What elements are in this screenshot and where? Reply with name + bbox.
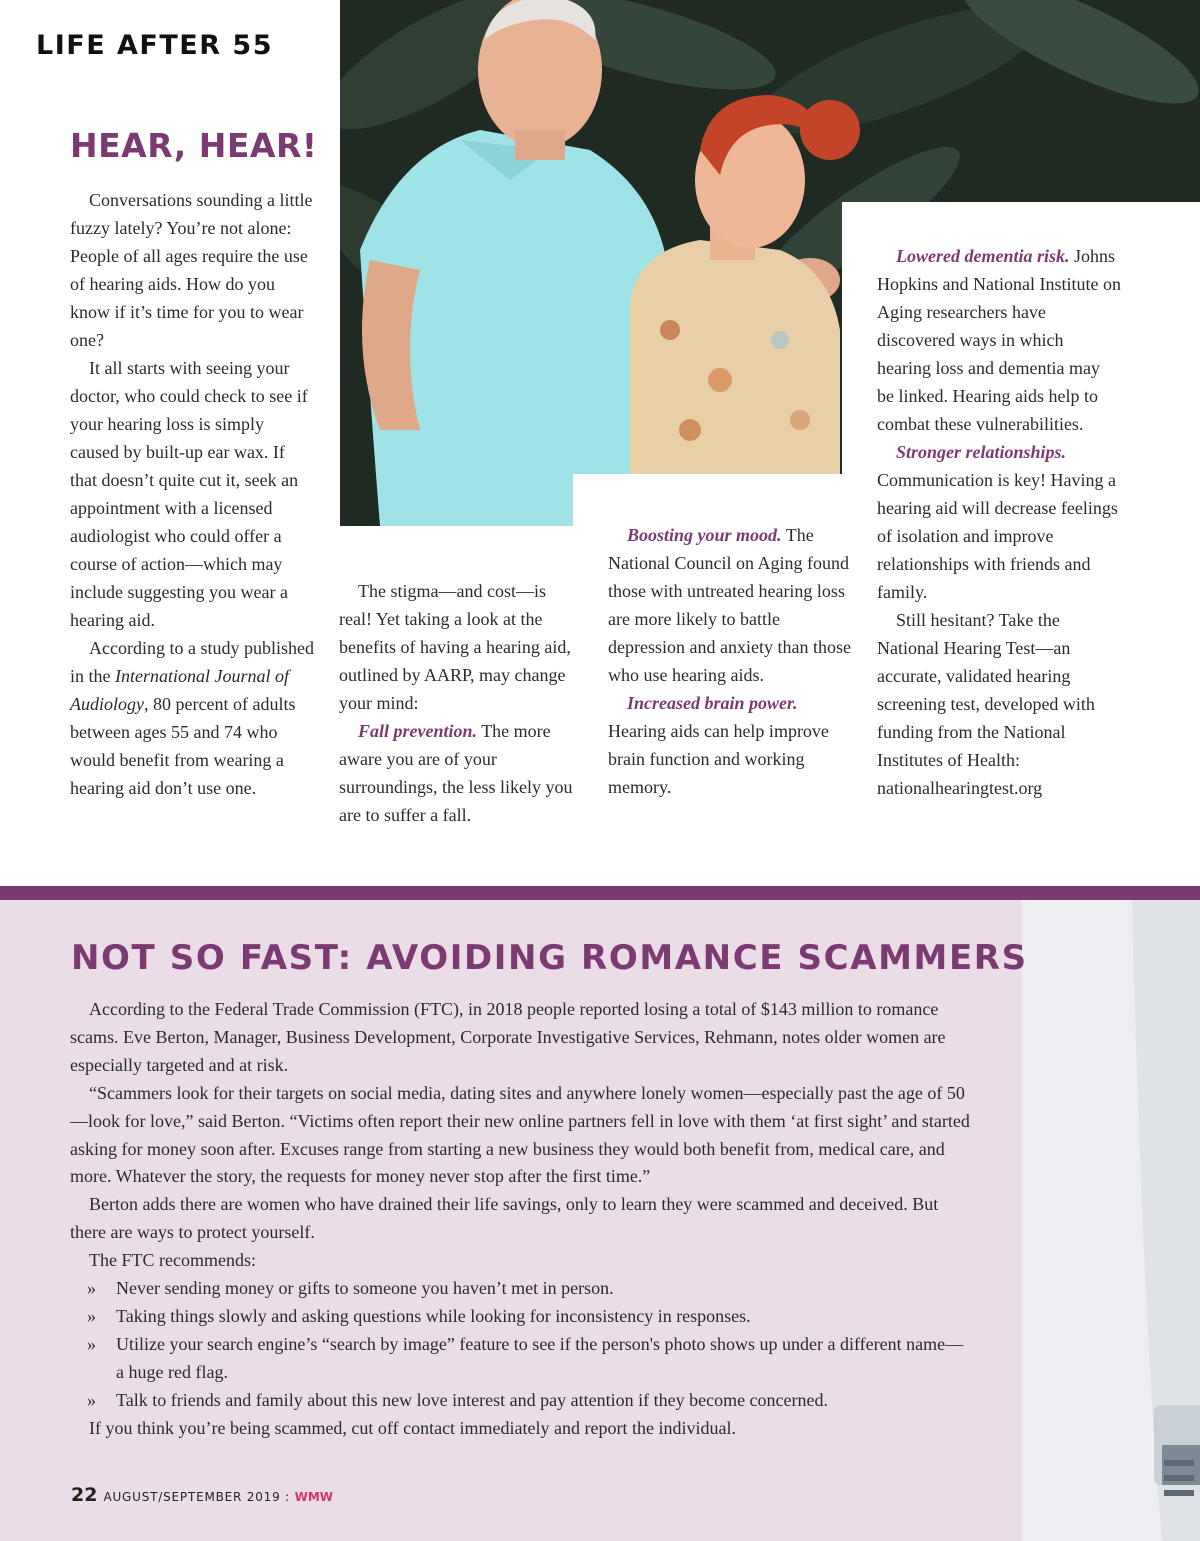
bullet-icon: » xyxy=(87,1333,96,1354)
list-item: » Talk to friends and family about this new love interest and pay attention if they become concerned. xyxy=(70,1387,970,1415)
col3-paragraph-1: Boosting your mood. The National Council on Aging found those with untreated hearing loss are more likely to battle depression and anxiety than those who use hearing aids. xyxy=(608,525,851,685)
brain-power-heading: Increased brain power. xyxy=(627,693,798,713)
col4-paragraph-1: Lowered dementia risk. Johns Hopkins and National Institute on Aging researchers have discovered ways in which hearing loss and dementia may be linked. Hearing aids help to combat these vulnerabilities. xyxy=(877,246,1121,434)
section-divider xyxy=(0,886,1200,900)
col1-paragraph-2: It all starts with seeing your doctor, who could check to see if your hearing loss is simply caused by built-up ear wax. If that doesn’t quite cut it, seek an appointment with a licensed audiologist who could offer a course of action—which may include suggesting you wear a hearing aid. xyxy=(70,358,308,630)
fall-prevention-heading: Fall prevention. xyxy=(358,721,478,741)
ftc-recommendations-list xyxy=(70,1275,970,1415)
article-column-3 xyxy=(608,521,852,801)
article-column-2 xyxy=(339,577,579,829)
article-column-4 xyxy=(877,242,1121,802)
col4-paragraph-2: Stronger relationships. Communication is key! Having a hearing aid will decrease feelings of isolation and improve relationships with friends and family. xyxy=(877,442,1118,602)
scam-article-body xyxy=(70,996,970,1443)
scam-paragraph-3: Berton adds there are women who have drained their life savings, only to learn they were scammed and deceived. But there are ways to protect yourself. xyxy=(70,1194,939,1243)
col3-paragraph-2: Increased brain power. Hearing aids can help improve brain function and working memory. xyxy=(608,693,829,797)
section-label: LIFE AFTER 55 xyxy=(36,30,274,61)
scam-paragraph-4: The FTC recommends: xyxy=(89,1250,256,1271)
list-item: » Utilize your search engine’s “search by image” feature to see if the person's photo shows up under a different name—a huge red flag. xyxy=(70,1331,970,1387)
laptop-photo xyxy=(1022,900,1200,1541)
relationships-heading: Stronger relationships. xyxy=(896,442,1067,462)
page-footer xyxy=(71,1484,333,1506)
brand-name: WMW xyxy=(294,1490,334,1504)
bullet-icon: » xyxy=(87,1389,96,1410)
col2-paragraph-1: The stigma—and cost—is real! Yet taking a look at the benefits of having a hearing aid, outlined by AARP, may change your mind: xyxy=(339,581,571,713)
journal-title: International Journal of Audiology xyxy=(70,666,289,714)
article-headline: HEAR, HEAR! xyxy=(70,126,318,165)
scam-paragraph-2: “Scammers look for their targets on social media, dating sites and anywhere lonely women—especially past the age of 50—look for love,” said Berton. “Victims often report their new online partners fell in love with them ‘at first sight’ and started asking for money soon after. Excuses range from starting a new business they would both benefit from, medical care, and more. Whatever the story, the requests for money never stop after the first time.” xyxy=(70,1082,970,1187)
col2-paragraph-2: Fall prevention. The more aware you are of your surroundings, the less likely you are to suffer a fall. xyxy=(339,721,573,825)
issue-date: AUGUST/SEPTEMBER 2019 : xyxy=(103,1490,295,1504)
boosting-mood-heading: Boosting your mood. xyxy=(627,525,782,545)
bullet-icon: » xyxy=(87,1278,96,1299)
col4-paragraph-3: Still hesitant? Take the National Hearing Test—an accurate, validated hearing screening test, developed with funding from the National Institutes of Health: nationalhearingtest.org xyxy=(877,610,1095,798)
col1-paragraph-3: According to a study published in the International Journal of Audiology, 80 percent of adults between ages 55 and 74 who would benefit from wearing a hearing aid don’t use one. xyxy=(70,638,314,798)
col1-paragraph-1: Conversations sounding a little fuzzy lately? You’re not alone: People of all ages require the use of hearing aids. How do you know if it’s time for you to wear one? xyxy=(70,190,313,350)
dementia-heading: Lowered dementia risk. xyxy=(896,246,1070,266)
bullet-icon: » xyxy=(87,1305,96,1326)
article-column-1 xyxy=(70,186,314,802)
scam-paragraph-1: According to the Federal Trade Commission (FTC), in 2018 people reported losing a total of $143 million to romance scams. Eve Berton, Manager, Business Development, Corporate Investigative Services, Rehmann, notes older women are especially targeted and at risk. xyxy=(70,999,946,1075)
scam-paragraph-5: If you think you’re being scammed, cut off contact immediately and report the individual. xyxy=(89,1417,736,1438)
page-number: 22 xyxy=(71,1484,98,1506)
list-item: » Never sending money or gifts to someone you haven’t met in person. xyxy=(70,1275,970,1303)
scam-article-headline: NOT SO FAST: AVOIDING ROMANCE SCAMMERS xyxy=(71,938,1028,978)
list-item: » Taking things slowly and asking questions while looking for inconsistency in responses. xyxy=(70,1303,970,1331)
